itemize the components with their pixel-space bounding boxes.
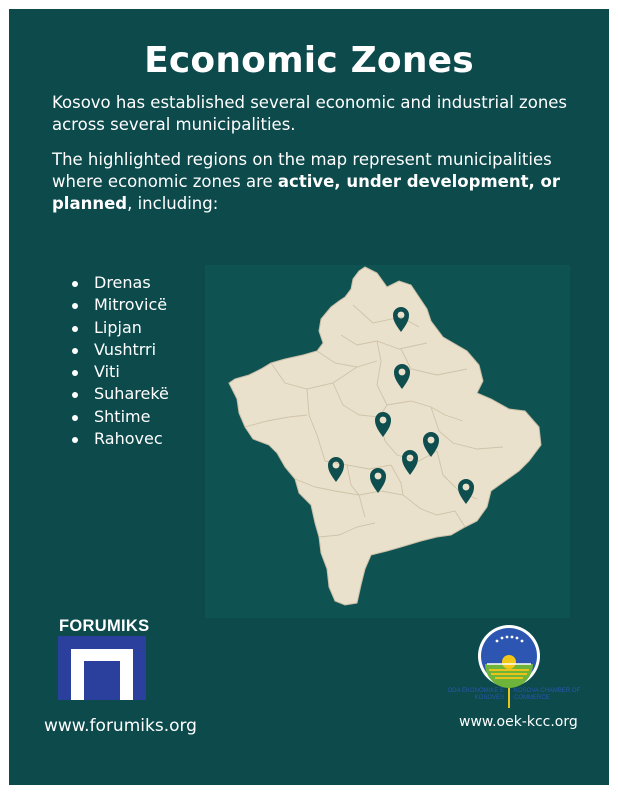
highlight-prefix: The highlighted regions on the map represent municipalities where economic zones are [52, 150, 552, 191]
map-area [205, 265, 570, 618]
page-title: Economic Zones [144, 40, 474, 81]
kosovo-map [205, 265, 570, 618]
list-item: Rahovec [70, 428, 169, 450]
forumiks-url[interactable]: www.forumiks.org [44, 716, 197, 736]
list-item: Drenas [70, 272, 169, 294]
chamber-emblem-icon [477, 624, 541, 688]
highlight-suffix: , including: [127, 194, 219, 213]
list-item: Mitrovicë [70, 294, 169, 316]
kosovo-outline [229, 267, 541, 605]
chamber-caption-right: KOSOVA CHAMBER OF COMMERCE [514, 688, 581, 701]
zones-list [70, 272, 169, 450]
list-item: Lipjan [70, 317, 169, 339]
intro-text: Kosovo has established several economic and industrial zones across several municipalities. [52, 93, 568, 134]
highlight-text [52, 149, 572, 215]
forumiks-logo-icon [58, 636, 146, 700]
list-item: Shtime [70, 406, 169, 428]
chamber-caption-left: ODA EKONOMIKE E KOSOVËS [447, 688, 504, 701]
caption-divider [508, 688, 510, 708]
highlight-bold: active, under development, or planned [52, 172, 560, 213]
list-item: Suharekë [70, 383, 169, 405]
forumiks-logo-name: FORUMIKS [59, 617, 150, 635]
list-item: Viti [70, 361, 169, 383]
list-item: Vushtrri [70, 339, 169, 361]
chamber-url[interactable]: www.oek-kcc.org [459, 714, 578, 730]
